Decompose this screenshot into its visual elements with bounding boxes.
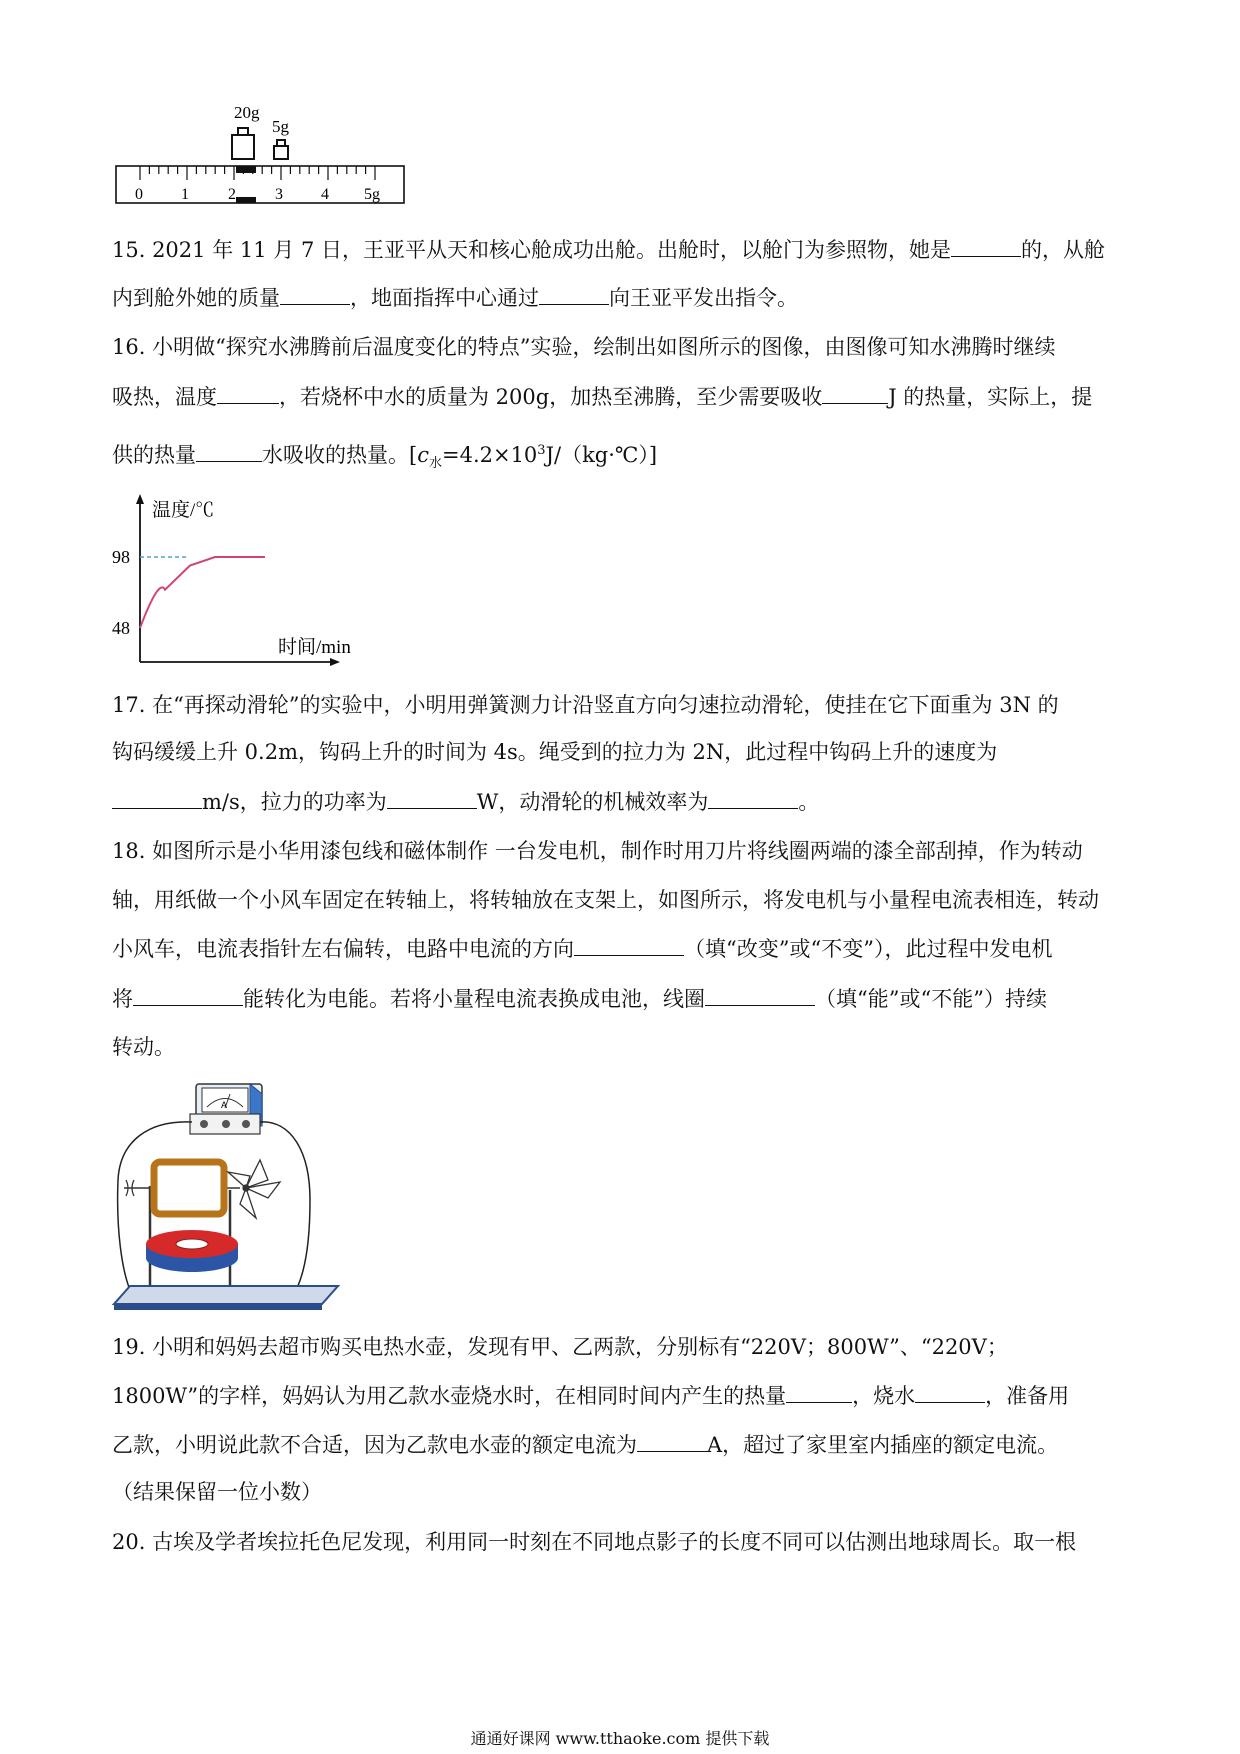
q18-text: 将 [112, 987, 133, 1011]
answer-blank[interactable] [387, 786, 477, 809]
exponent: 3 [537, 443, 546, 458]
scale-tick-label: 1 [181, 186, 189, 203]
q19-line4 [112, 1477, 322, 1507]
q16-text: 水吸收的热量。[ [262, 443, 418, 467]
q18-line1 [112, 836, 1083, 866]
q17-line2 [112, 737, 997, 767]
base-board [114, 1286, 338, 1304]
answer-blank[interactable] [112, 786, 202, 809]
ring-magnet-icon [146, 1230, 238, 1272]
q16-text: J/（kg·℃）] [545, 443, 658, 467]
q17-line3 [112, 786, 819, 817]
q16-text: J 的热量，实际上，提 [888, 385, 1093, 409]
q17-line1 [112, 690, 1059, 720]
answer-blank[interactable] [637, 1429, 707, 1452]
q15-text: 15. 2021 年 11 月 7 日，王亚平从天和核心舱成功出舱。出舱时，以舱门为参照物，她是 [112, 238, 951, 262]
rider-icon [236, 166, 256, 173]
q18-line4 [112, 983, 1047, 1014]
answer-blank[interactable] [133, 983, 243, 1006]
scale-tick-label: 4 [321, 186, 329, 203]
q17-text: 钩码缓缓上升 0.2m，钩码上升的时间为 4s。绳受到的拉力为 2N，此过程中钩码上升的速度为 [112, 740, 998, 764]
q16-text: =4.2×10 [441, 443, 538, 467]
q16-text: 吸热，温度 [112, 385, 217, 409]
q15-line2 [112, 282, 798, 313]
q18-line3 [112, 933, 1052, 964]
specific-heat-symbol: c [417, 443, 429, 467]
q19-text: A，超过了家里室内插座的额定电流。 [707, 1433, 1059, 1457]
temperature-chart [112, 490, 382, 670]
page-footer: 通通好课网 www.tthaoke.com 提供下载 [470, 1729, 770, 1748]
q18-text: （填“能”或“不能”）持续 [815, 987, 1047, 1011]
q15-text: ，地面指挥中心通过 [350, 286, 539, 310]
wire-right [260, 1122, 310, 1290]
balance-figure [112, 100, 412, 220]
weight-20g-label: 20g [234, 103, 260, 122]
q19-text: 19. 小明和妈妈去超市购买电热水壶，发现有甲、乙两款，分别标有“220V；800W”、“220V； [112, 1335, 1008, 1359]
x-axis-arrow [330, 658, 340, 666]
q16-line1 [112, 332, 1056, 362]
q19-text: 乙款，小明说此款不合适，因为乙款电水壶的额定电流为 [112, 1433, 637, 1457]
q16-line3 [112, 436, 657, 479]
q16-line2 [112, 381, 1092, 412]
q18-line5 [112, 1032, 175, 1062]
q19-text: （结果保留一位小数） [112, 1480, 322, 1504]
y-axis-arrow [136, 494, 144, 504]
q19-line2 [112, 1380, 1069, 1411]
answer-blank[interactable] [822, 381, 888, 404]
q17-text: 。 [798, 790, 820, 814]
answer-blank[interactable] [574, 933, 684, 956]
y-tick-label: 98 [112, 547, 130, 567]
generator-figure [110, 1080, 350, 1320]
scale-tick-label: 2 [228, 186, 236, 203]
q17-text: m/s，拉力的功率为 [202, 790, 387, 814]
ammeter-icon [190, 1084, 262, 1134]
q19-text: ，准备用 [985, 1384, 1070, 1408]
q16-text: 16. 小明做“探究水沸腾前后温度变化的特点”实验，绘制出如图所示的图像，由图像可知水沸腾时继续 [112, 335, 1056, 359]
answer-blank[interactable] [705, 983, 815, 1006]
scale-tick-label: 0 [135, 186, 143, 203]
q16-text: 供的热量 [112, 443, 196, 467]
q17-text: 17. 在“再探动滑轮”的实验中，小明用弹簧测力计沿竖直方向匀速拉动滑轮，使挂在它下面重为 3N 的 [112, 693, 1059, 717]
q20-text: 20. 古埃及学者埃拉托色尼发现，利用同一时刻在不同地点影子的长度不同可以估测出地球周长。取一根 [112, 1530, 1077, 1554]
q18-text: 转动。 [112, 1035, 175, 1059]
weight-5g-icon [274, 140, 288, 159]
q18-text: 轴，用纸做一个小风车固定在转轴上，将转轴放在支架上，如图所示，将发电机与小量程电流表相连，转动 [112, 888, 1099, 912]
y-axis-label: 温度/℃ [152, 500, 215, 521]
x-axis-label: 时间/min [278, 637, 351, 658]
q18-text: 18. 如图所示是小华用漆包线和磁体制作 一台发电机，制作时用刀片将线圈两端的漆全部刮掉，作为转动 [112, 839, 1083, 863]
q19-text: ，烧水 [852, 1384, 916, 1408]
answer-blank[interactable] [196, 439, 262, 462]
coil-icon [154, 1162, 224, 1214]
answer-blank[interactable] [951, 234, 1021, 257]
q18-text: 小风车，电流表指针左右偏转，电路中电流的方向 [112, 937, 574, 961]
scale-tick-label: 3 [275, 186, 283, 203]
answer-blank[interactable] [708, 786, 798, 809]
q19-line1 [112, 1332, 1008, 1362]
q20-line1 [112, 1527, 1076, 1557]
ammeter-label: A [221, 1100, 228, 1110]
q16-text: ，若烧杯中水的质量为 200g，加热至沸腾，至少需要吸收 [279, 385, 823, 409]
q18-text: 能转化为电能。若将小量程电流表换成电池，线圈 [243, 987, 705, 1011]
y-tick-label: 48 [112, 618, 130, 638]
q17-text: W，动滑轮的机械效率为 [476, 790, 709, 814]
paper-fan-icon [228, 1160, 280, 1218]
q15-text: 内到舱外她的质量 [112, 286, 280, 310]
scale-tick-label: 5g [364, 186, 380, 203]
specific-heat-sub: 水 [428, 456, 442, 472]
answer-blank[interactable] [539, 282, 609, 305]
q15-line1 [112, 234, 1105, 265]
q15-text: 向王亚平发出指令。 [609, 286, 798, 310]
weight-5g-label: 5g [272, 117, 289, 136]
weight-20g-icon [232, 128, 254, 159]
temperature-curve [140, 557, 265, 628]
q18-line2 [112, 885, 1099, 915]
answer-blank[interactable] [915, 1380, 985, 1403]
q15-text: 的，从舱 [1020, 238, 1105, 262]
answer-blank[interactable] [786, 1380, 852, 1403]
q18-text: （填“改变”或“不变”），此过程中发电机 [684, 937, 1053, 961]
q19-text: 1800W”的字样，妈妈认为用乙款水壶烧水时，在相同时间内产生的热量 [112, 1384, 787, 1408]
answer-blank[interactable] [280, 282, 350, 305]
q19-line3 [112, 1429, 1058, 1460]
answer-blank[interactable] [217, 381, 279, 404]
